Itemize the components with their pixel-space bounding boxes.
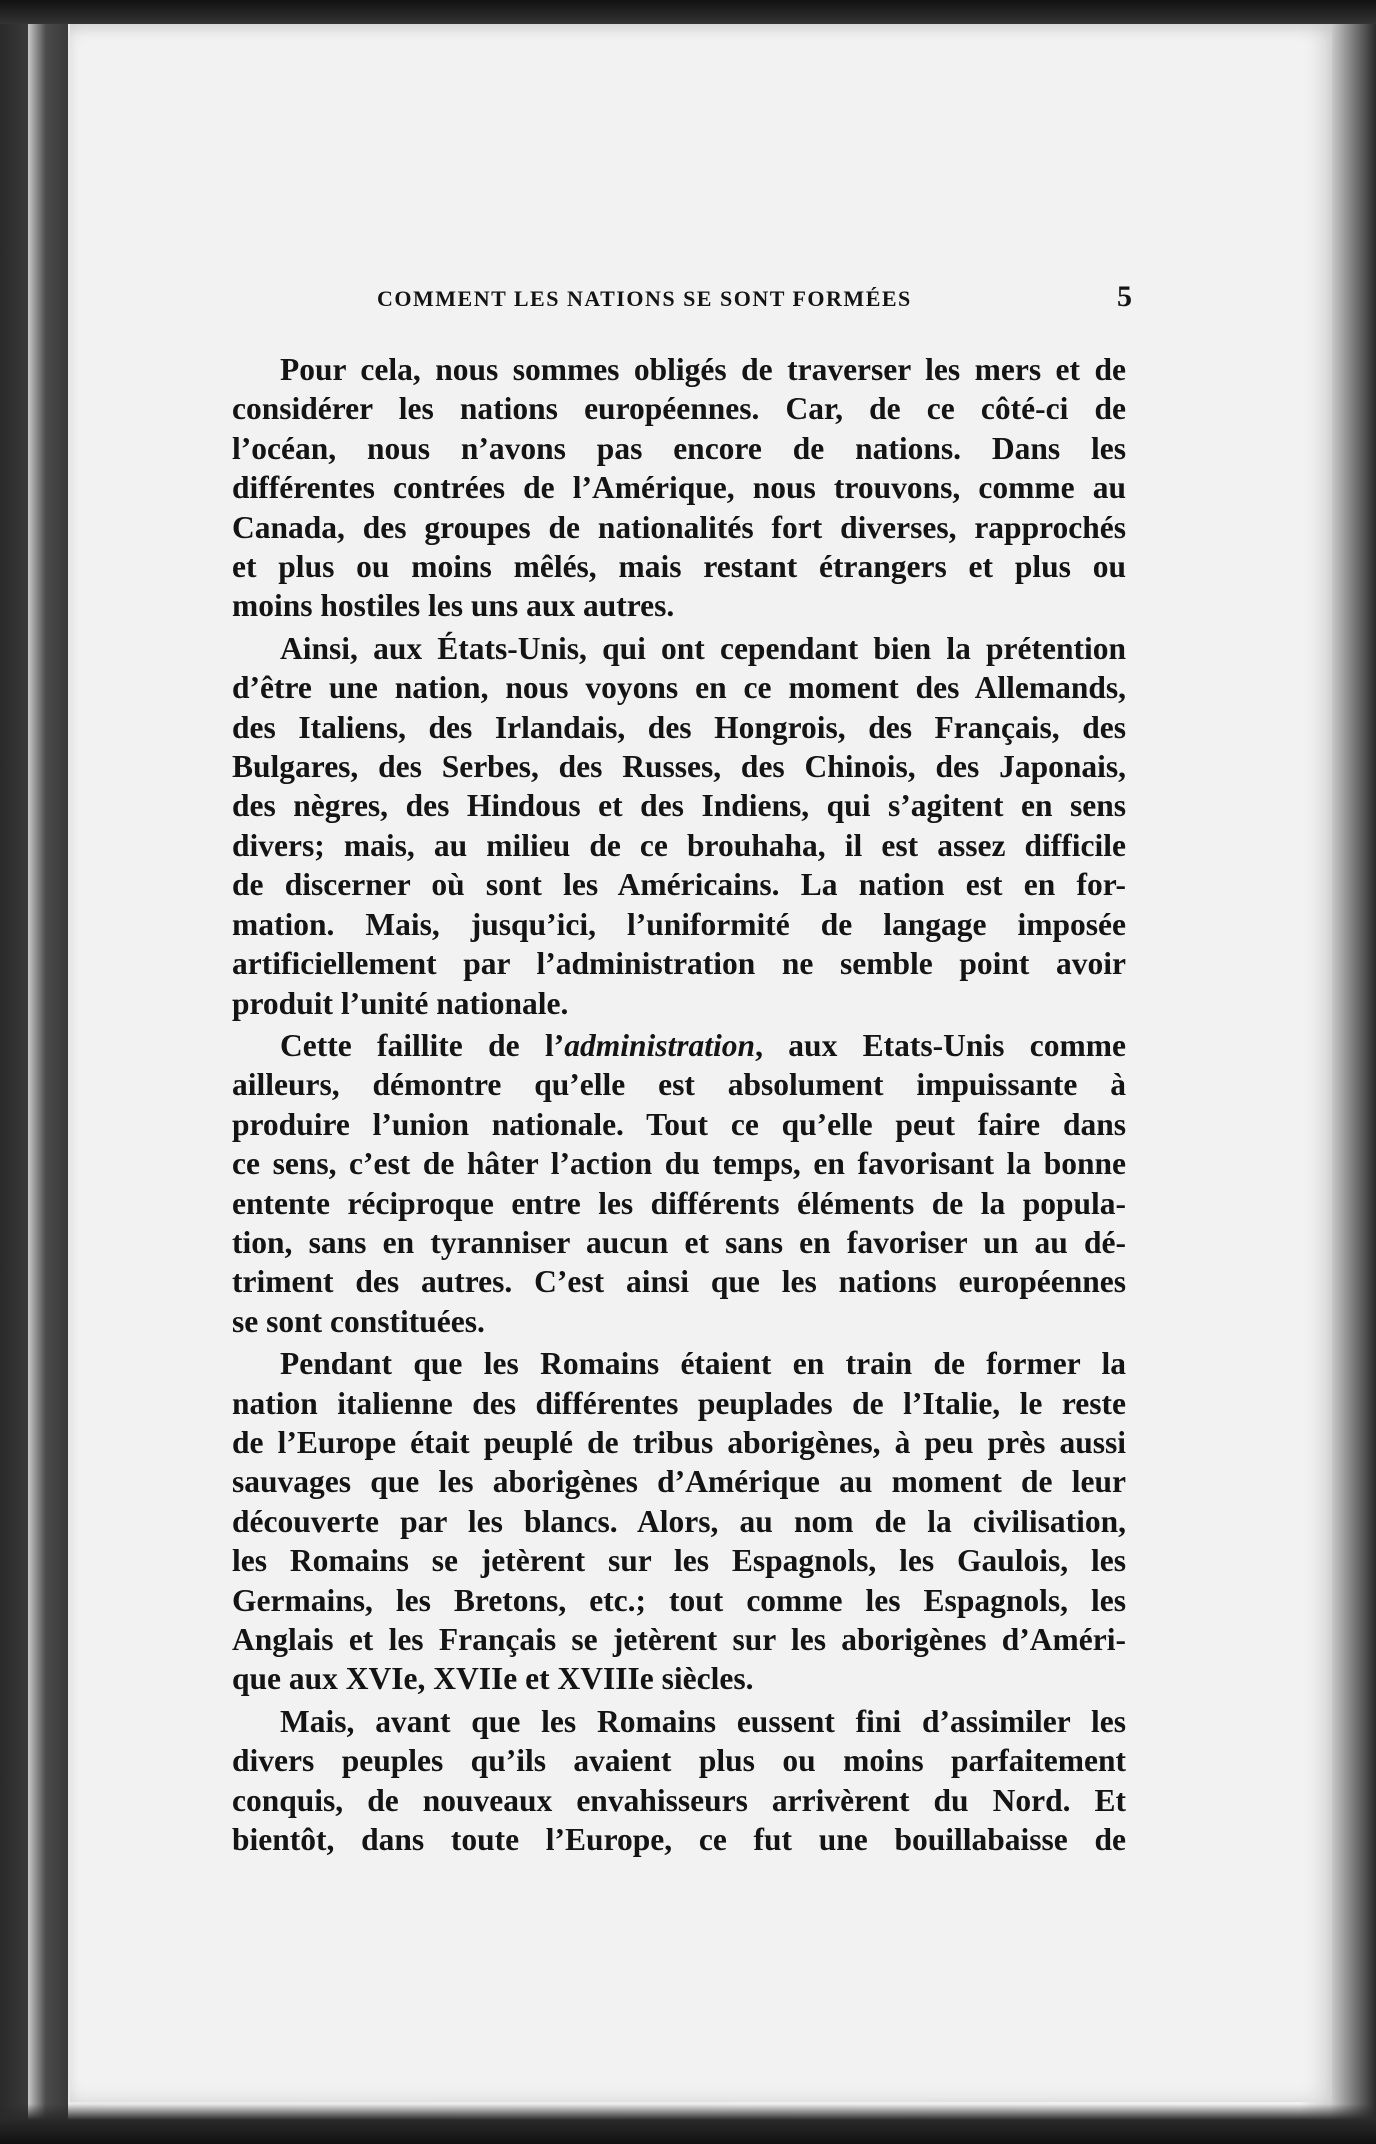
text-line: sauvages que les aborigènes d’Amérique au moment de leur	[232, 1464, 1126, 1500]
text-line: différentes contrées de l’Amérique, nous trouvons, comme au	[232, 470, 1126, 506]
text-line: entente réciproque entre les différents éléments de la popula-	[232, 1185, 1126, 1221]
text-line: divers; mais, au milieu de ce brouhaha, il est assez difficile	[232, 827, 1126, 863]
text-line: découverte par les blancs. Alors, au nom de la civilisation,	[232, 1503, 1126, 1539]
text-line: produire l’union nationale. Tout ce qu’elle peut faire dans	[232, 1106, 1126, 1142]
text-fragment: Cette faillite de l’	[280, 1027, 565, 1063]
text-line: Pendant que les Romains étaient en train de former la	[280, 1346, 1126, 1382]
text-line: l’océan, nous n’avons pas encore de nations. Dans les	[232, 430, 1126, 466]
text-line: se sont constituées.	[232, 1303, 485, 1339]
text-line: divers peuples qu’ils avaient plus ou moins parfaitement	[232, 1743, 1126, 1779]
text-line: que aux XVIe, XVIIe et XVIIIe siècles.	[232, 1661, 754, 1697]
paragraph-3	[232, 1026, 1126, 1341]
text-line: Germains, les Bretons, etc.; tout comme les Espagnols, les	[232, 1582, 1126, 1618]
text-line: des Italiens, des Irlandais, des Hongrois, des Français, des	[232, 709, 1126, 745]
text-line: ailleurs, démontre qu’elle est absolument impuissante à	[232, 1067, 1126, 1103]
body-text	[232, 350, 1126, 1862]
text-line: moins hostiles les uns aux autres.	[232, 588, 675, 624]
text-line: nation italienne des différentes peuplades de l’Italie, le reste	[232, 1385, 1126, 1421]
text-line: les Romains se jetèrent sur les Espagnols, les Gaulois, les	[232, 1543, 1126, 1579]
text-line: mation. Mais, jusqu’ici, l’uniformité de langage imposée	[232, 906, 1126, 942]
italic-term: administration	[564, 1027, 756, 1063]
text-line: Pour cela, nous sommes obligés de traverser les mers et de	[280, 352, 1126, 387]
text-line: bientôt, dans toute l’Europe, ce fut une bouillabaisse de	[232, 1822, 1126, 1858]
text-line: Mais, avant que les Romains eussent fini d’assimiler les	[280, 1703, 1126, 1739]
text-line: d’être une nation, nous voyons en ce moment des Allemands,	[232, 670, 1126, 706]
scan-bottom-edge	[0, 2104, 1376, 2144]
paragraph-2	[232, 629, 1126, 1023]
text-line: et plus ou moins mêlés, mais restant étrangers et plus ou	[232, 549, 1126, 585]
running-head	[222, 280, 1132, 320]
text-line: Anglais et les Français se jetèrent sur les aborigènes d’Améri-	[232, 1622, 1126, 1657]
running-title: COMMENT LES NATIONS SE SONT FORMÉES	[377, 286, 912, 311]
page-number: 5	[1117, 280, 1132, 313]
text-line: triment des autres. C’est ainsi que les nations européennes	[232, 1264, 1126, 1300]
paragraph-1	[232, 350, 1126, 626]
text-line: considérer les nations européennes. Car, de ce côté-ci de	[232, 391, 1126, 427]
text-line: artificiellement par l’administration ne semble point avoir	[232, 946, 1126, 982]
text-line: produit l’unité nationale.	[232, 985, 569, 1021]
text-line: des nègres, des Hindous et des Indiens, qui s’agitent en sens	[232, 788, 1126, 824]
text-fragment: , aux Etats-Unis comme	[755, 1027, 1126, 1063]
text-line: Bulgares, des Serbes, des Russes, des Chinois, des Japonais,	[232, 749, 1126, 785]
text-line: Canada, des groupes de nationalités fort diverses, rapprochés	[232, 509, 1126, 545]
text-line: ce sens, c’est de hâter l’action du temps, en favorisant la bonne	[232, 1146, 1126, 1182]
facing-page-edge	[28, 0, 68, 2144]
text-line	[232, 1026, 1126, 1065]
text-line: de discerner où sont les Américains. La nation est en for-	[232, 867, 1126, 903]
paragraph-4	[232, 1344, 1126, 1699]
paragraph-5	[232, 1702, 1126, 1860]
scan-top-edge	[0, 0, 1376, 24]
text-line: tion, sans en tyranniser aucun et sans en favoriser un au dé-	[232, 1224, 1126, 1260]
text-line: Ainsi, aux États-Unis, qui ont cependant bien la prétention	[280, 630, 1126, 666]
text-line: de l’Europe était peuplé de tribus aborigènes, à peu près aussi	[232, 1424, 1126, 1460]
text-line: conquis, de nouveaux envahisseurs arrivèrent du Nord. Et	[232, 1782, 1126, 1818]
